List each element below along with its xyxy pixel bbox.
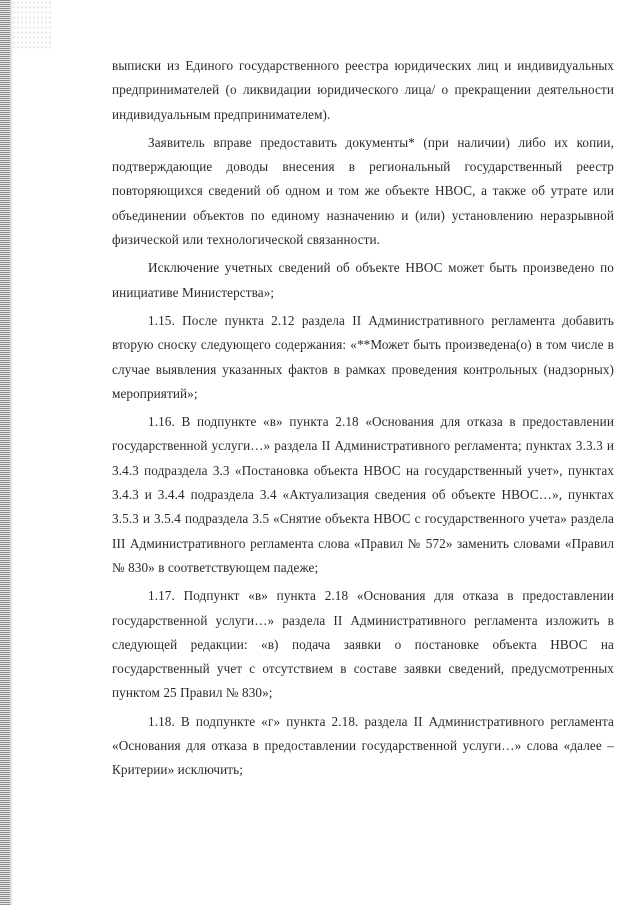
scan-noise: [12, 0, 52, 50]
paragraph-1-18: 1.18. В подпункте «г» пункта 2.18. раздела II Административного регламента «Основания для отказа в предоставлении государственной услуги…» слова «далее – Критерии» исключить;: [112, 713, 614, 778]
paragraph-applicant-documents: Заявитель вправе предоставить документы* (при наличии) либо их копии, подтверждающие доводы внесения в региональный государственный реестр повторяющихся сведений об одном и том же объекте НВОС, а также об утрате или объединении объектов по единому назначению и (или) установлению неразрывной физической или технологической связанности.: [112, 134, 614, 248]
paragraph-extract: выписки из Единого государственного реестра юридических лиц и индивидуальных предпринимателей (о ликвидации юридического лица/ о прекращении деятельности индивидуальным предпринимателем).: [112, 58, 614, 122]
paragraph-exclusion: Исключение учетных сведений об объекте НВОС может быть произведено по инициативе Министерства»;: [112, 260, 614, 300]
paragraph-1-16: 1.16. В подпункте «в» пункта 2.18 «Основания для отказа в предоставлении государственной услуги…» раздела II Административного регламента; пунктах 3.3.3 и 3.4.3 подраздела 3.3 «Постановка объекта НВОС на государственный учет», пунктах 3.4.3 и 3.4.4 подраздела 3.4 «Актуализация сведения об объекте НВОС…», пунктах 3.5.3 и 3.5.4 подраздела 3.5 «Снятие объекта НВОС с государственного учета» раздела III Административного регламента слова «Правил № 572» заменить словами «Правил № 830» в соответствующем падеже;: [112, 414, 614, 575]
scan-edge: [0, 0, 10, 905]
paragraph-1-17: 1.17. Подпункт «в» пункта 2.18 «Основания для отказа в предоставлении государственной услуги…» раздела II Административного регламента изложить в следующей редакции: «в) подача заявки о постановке объекта НВОС на государственный учет с отсутствием в составе заявки сведений, предусмотренных пунктом 25 Правил № 830»;: [112, 588, 614, 701]
document-page: [112, 54, 614, 787]
paragraph-1-15: 1.15. После пункта 2.12 раздела II Административного регламента добавить вторую сноску следующего содержания: «**Может быть произведена(о) в том числе в случае выявления указанных фактов в рамках проведения контрольных (надзорных) мероприятий»;: [112, 312, 614, 401]
